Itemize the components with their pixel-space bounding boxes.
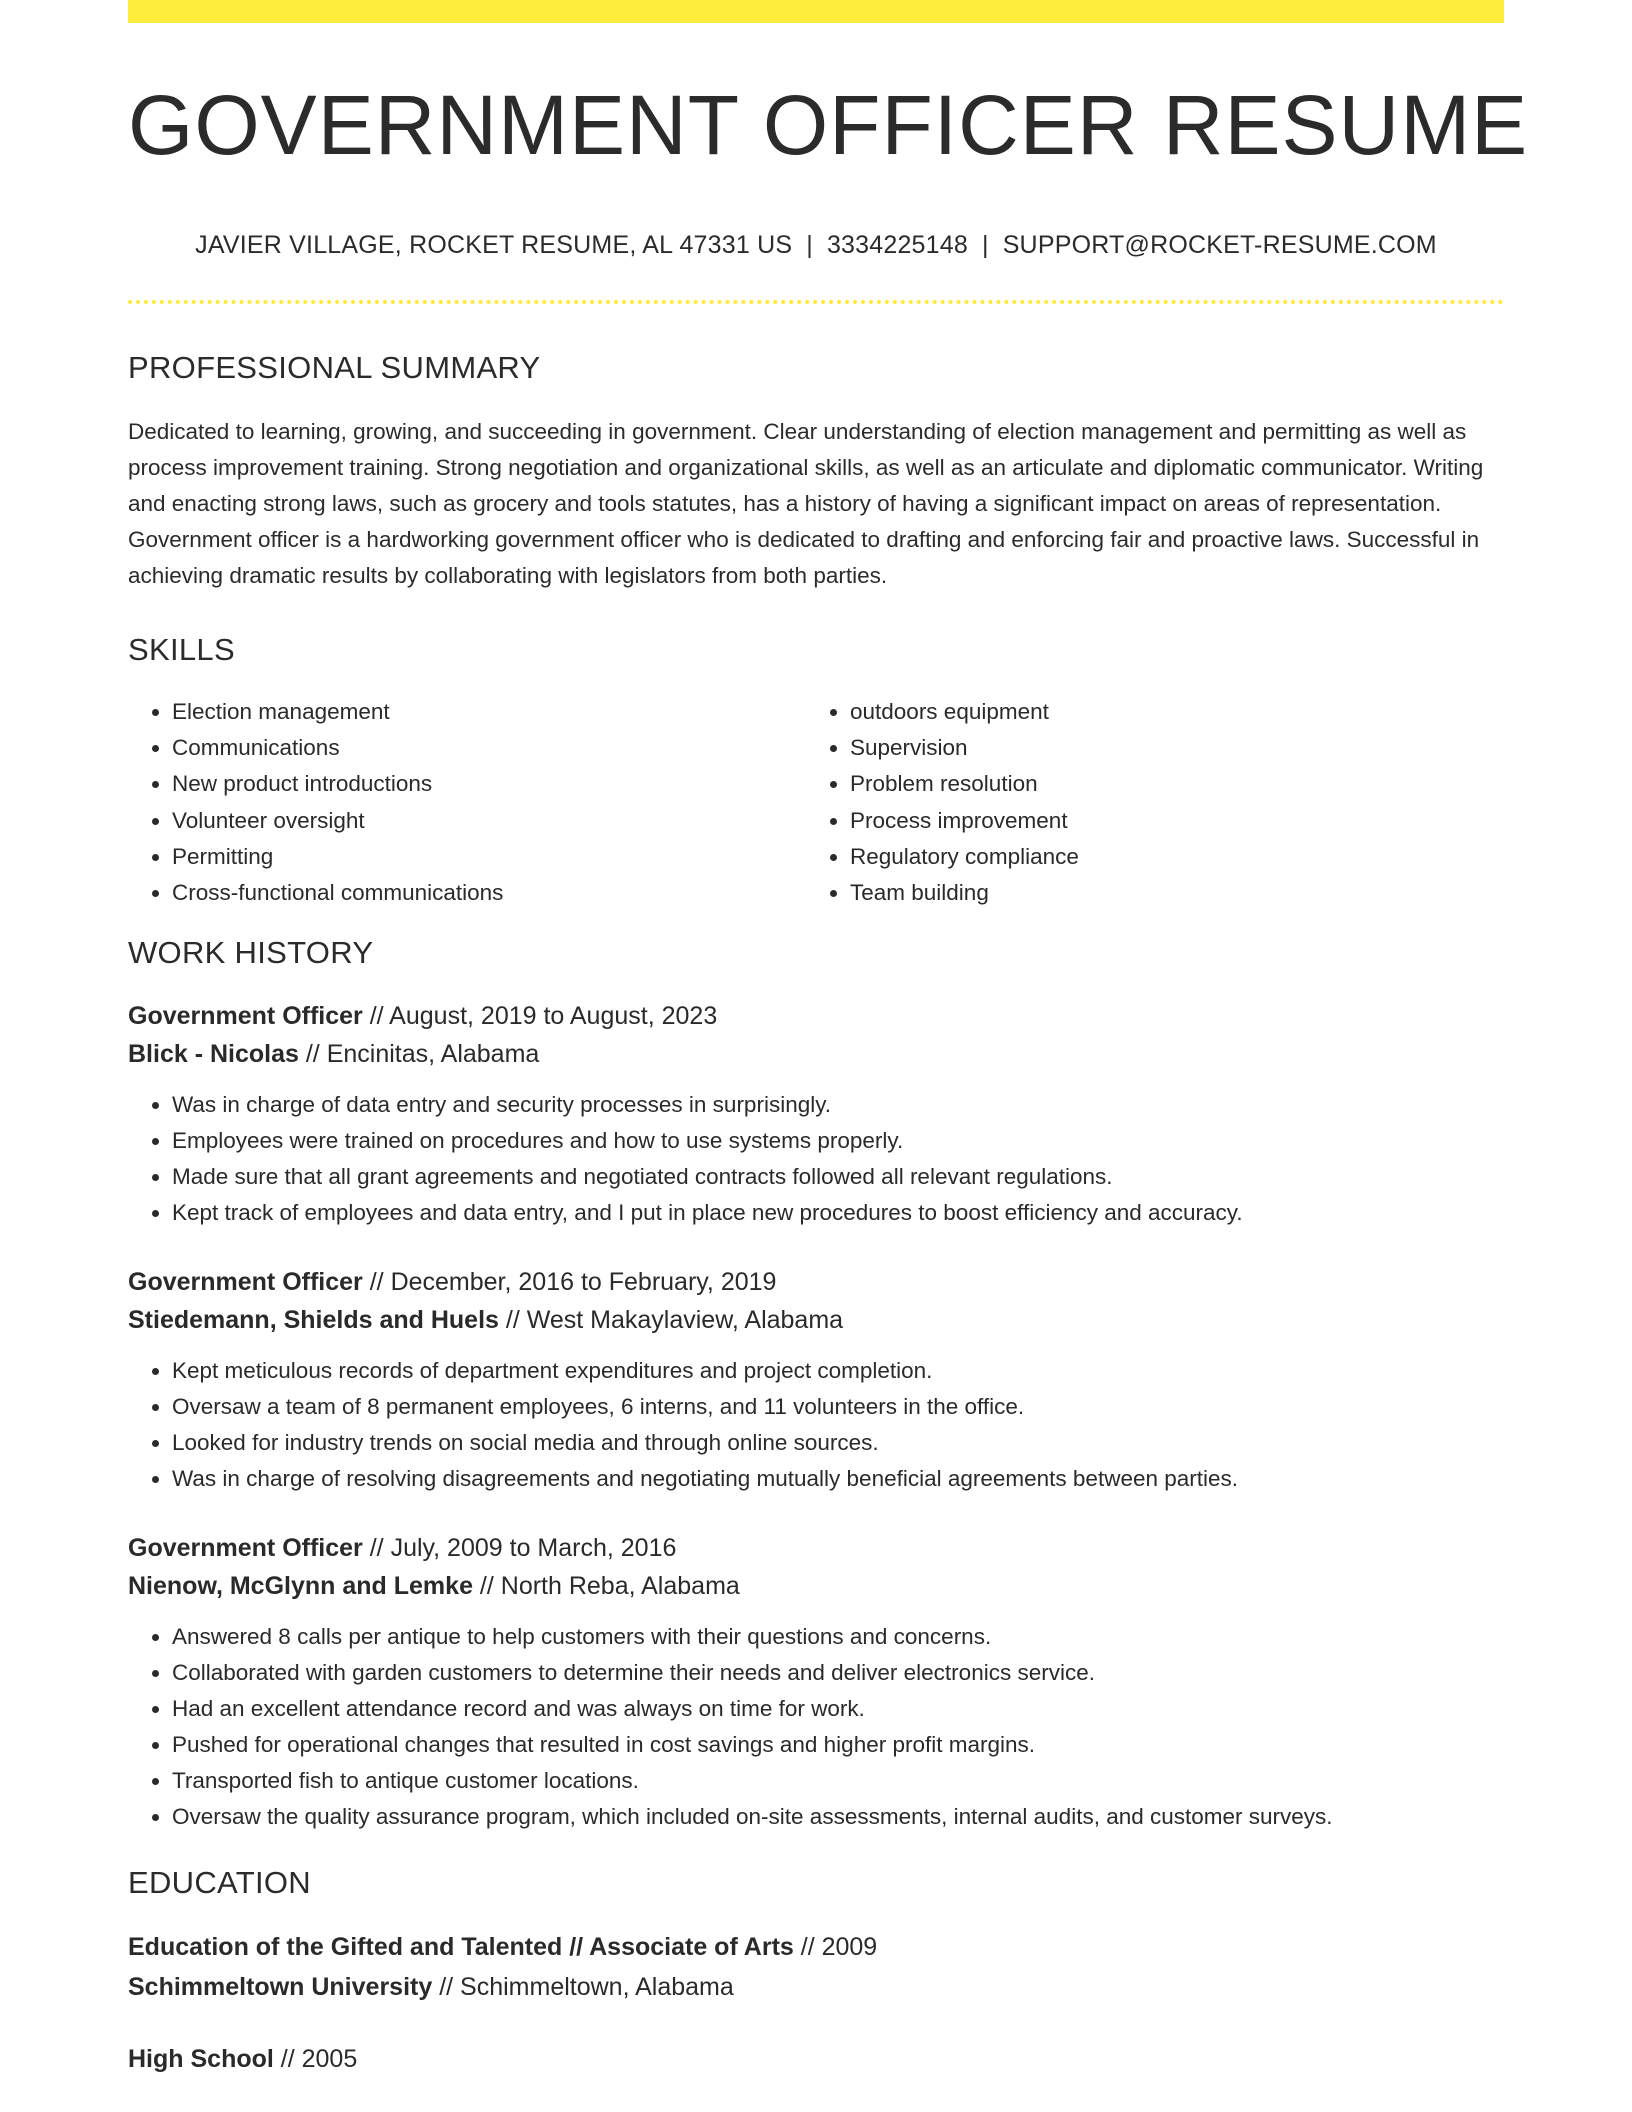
skill-item: • Supervision	[850, 730, 1484, 766]
education-school-line	[128, 1967, 1504, 2007]
resume-title: GOVERNMENT OFFICER RESUME	[128, 78, 1529, 172]
skill-item: • Cross-functional communications	[172, 875, 806, 911]
education-school: Schimmeltown University	[128, 1973, 433, 2002]
job-bullets	[128, 1619, 1504, 1835]
job-entry	[128, 1263, 1504, 1497]
job-company: Stiedemann, Shields and Huels	[128, 1306, 499, 1335]
job-bullets	[128, 1087, 1504, 1231]
education-degree: High School	[128, 2045, 274, 2074]
skill-item: • Communications	[172, 730, 806, 766]
skill-item: • Problem resolution	[850, 766, 1484, 802]
job-bullet: • Had an excellent attendance record and was always on time for work.	[172, 1691, 1504, 1727]
job-bullet: • Looked for industry trends on social media and through online sources.	[172, 1425, 1504, 1461]
skills-heading: SKILLS	[128, 632, 235, 667]
job-bullet: • Collaborated with garden customers to determine their needs and deliver electronics service.	[172, 1655, 1504, 1691]
job-location: // Encinitas, Alabama	[298, 1040, 540, 1069]
summary-text: Dedicated to learning, growing, and succeeding in government. Clear understanding of election management and permitting as well as process improvement training. Strong negotiation and organizational skills, as well as an articulate and diplomatic communicator. Writing and enacting strong laws, such as grocery and tools statutes, has a history of having a significant impact on areas of representation. Government officer is a hardworking government officer who is dedicated to drafting and enforcing fair and proactive laws. Successful in achieving dramatic results by collaborating with legislators from both parties.	[128, 419, 1484, 588]
job-dates: // December, 2016 to February, 2019	[362, 1268, 777, 1297]
education-heading: EDUCATION	[128, 1865, 311, 1901]
job-bullets	[128, 1353, 1504, 1497]
accent-bar	[128, 0, 1504, 23]
job-bullet: • Answered 8 calls per antique to help customers with their questions and concerns.	[172, 1619, 1504, 1655]
job-title-line	[128, 1263, 1504, 1301]
job-company-line	[128, 1567, 1504, 1605]
contact-line	[128, 231, 1504, 260]
education-degree-line	[128, 2039, 1504, 2079]
job-bullet: • Made sure that all grant agreements and negotiated contracts followed all relevant regulations.	[172, 1159, 1504, 1195]
job-location: // North Reba, Alabama	[472, 1572, 740, 1601]
contact-email: SUPPORT@ROCKET-RESUME.COM	[1002, 231, 1437, 259]
education-entry	[128, 1927, 1504, 2007]
job-entry	[128, 997, 1504, 1231]
education-degree: Education of the Gifted and Talented // Associate of Arts	[128, 1933, 794, 1962]
job-bullet: • Was in charge of data entry and security processes in surprisingly.	[172, 1087, 1504, 1123]
summary-heading: PROFESSIONAL SUMMARY	[128, 350, 541, 385]
job-title-line	[128, 1529, 1504, 1567]
education-location: // Schimmeltown, Alabama	[432, 1973, 734, 2002]
education-entry	[128, 2039, 1504, 2079]
skills-list	[128, 694, 1504, 911]
job-entry	[128, 1529, 1504, 1835]
contact-separator: |	[981, 231, 989, 259]
job-dates: // August, 2019 to August, 2023	[362, 1002, 718, 1031]
job-bullet: • Pushed for operational changes that resulted in cost savings and higher profit margins.	[172, 1727, 1504, 1763]
job-company-line	[128, 1301, 1504, 1339]
job-company: Blick - Nicolas	[128, 1040, 299, 1069]
skill-item: • outdoors equipment	[850, 694, 1484, 730]
job-bullet: • Employees were trained on procedures and how to use systems properly.	[172, 1123, 1504, 1159]
job-bullet: • Kept meticulous records of department expenditures and project completion.	[172, 1353, 1504, 1389]
job-company: Nienow, McGlynn and Lemke	[128, 1572, 473, 1601]
job-role: Government Officer	[128, 1002, 363, 1031]
skill-item: • Process improvement	[850, 803, 1484, 839]
resume-page	[128, 0, 1529, 2079]
job-bullet: • Was in charge of resolving disagreements and negotiating mutually beneficial agreements between parties.	[172, 1461, 1504, 1497]
job-location: // West Makaylaview, Alabama	[498, 1306, 844, 1335]
dotted-divider	[128, 300, 1504, 304]
contact-separator: |	[806, 231, 813, 259]
job-title-line	[128, 997, 1504, 1035]
skills-column-right	[806, 694, 1484, 911]
job-role: Government Officer	[128, 1268, 363, 1297]
contact-address: JAVIER VILLAGE, ROCKET RESUME, AL 47331 US	[195, 231, 793, 259]
job-bullet: • Transported fish to antique customer locations.	[172, 1763, 1504, 1799]
skill-item: • Regulatory compliance	[850, 839, 1484, 875]
contact-phone: 3334225148	[826, 231, 968, 259]
skill-item: • Volunteer oversight	[172, 803, 806, 839]
education-year: // 2009	[793, 1933, 878, 1962]
work-history-heading: WORK HISTORY	[128, 935, 374, 971]
skill-item: • Permitting	[172, 839, 806, 875]
skills-column-left	[128, 694, 806, 911]
job-bullet: • Oversaw the quality assurance program, which included on-site assessments, internal audits, and customer surveys.	[172, 1799, 1504, 1835]
education-degree-line	[128, 1927, 1504, 1967]
job-dates: // July, 2009 to March, 2016	[362, 1534, 677, 1563]
job-role: Government Officer	[128, 1534, 363, 1563]
job-bullet: • Oversaw a team of 8 permanent employees, 6 interns, and 11 volunteers in the office.	[172, 1389, 1504, 1425]
skill-item: • Team building	[850, 875, 1484, 911]
job-bullet: • Kept track of employees and data entry, and I put in place new procedures to boost efficiency and accuracy.	[172, 1195, 1504, 1231]
skill-item: • New product introductions	[172, 766, 806, 802]
skill-item: • Election management	[172, 694, 806, 730]
education-year: // 2005	[273, 2045, 358, 2074]
job-company-line	[128, 1035, 1504, 1073]
